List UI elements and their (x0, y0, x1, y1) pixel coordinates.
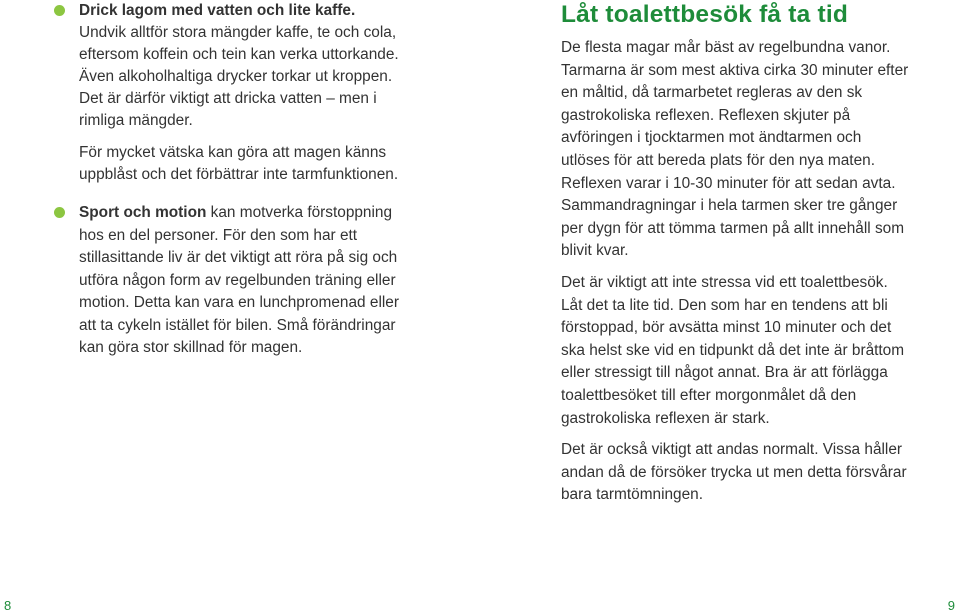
paragraph: Det är viktigt att inte stressa vid ett toalettbesök. Låt det ta lite tid. Den som har en tendens att bli förstoppad, bör avsätta minst 10 minuter och det ska helst ske vid en tidpunkt då det inte är bråttom eller stressigt till något annat. Bra är att förlägga toalettbesöket till efter morgonmålet då den gastrokoliska reflexen är stark. (561, 273, 905, 427)
item-heading: Sport och motion (79, 204, 207, 221)
page-number-right: 9 (947, 598, 955, 613)
item-body: För den som har ett stillasittande liv är det viktigt att röra på sig och utföra någon form av regelbunden träning eller motion. Detta kan vara en lunchpromenad eller att ta cykeln istället för bilen. Små förändringar kan göra stor skillnad för magen. (79, 226, 399, 356)
item-body: Undvik alltför stora mängder kaffe, te och cola, eftersom koffein och tein kan verka uttorkande. Även alkoholhaltiga drycker torkar ut kroppen. Det är därför viktigt att dricka vatten – men i rimliga mängder. (79, 24, 399, 129)
paragraph: Det är också viktigt att andas normalt. Vissa håller andan då de försöker trycka ut men detta försvårar bara tarmtömningen. (561, 441, 907, 504)
item-body: För mycket vätska kan göra att magen känns uppblåst och det förbättrar inte tarmfunktionen. (79, 144, 399, 183)
paragraph: De flesta magar mår bäst av regelbundna vanor. Tarmarna är som mest aktiva cirka 30 minuter efter en måltid, då tarmarbetet regleras av den sk gastrokoliska reflexen. Reflexen skjuter på avföringen i tjocktarmen mot ändtarmen och utlöses för att bereda plats för den nya maten. Reflexen varar i 10-30 minuter för att sedan avta. Sammandragningar i hela tarmen sker tre gånger per dygn för att tömma tarmen på allt innehåll som blivit kvar. (561, 39, 909, 260)
list-item (54, 0, 406, 186)
bullet-icon (54, 5, 65, 16)
section-title: Låt toalettbesök få ta tid (561, 1, 848, 28)
page-number-left: 8 (4, 598, 12, 613)
right-column (561, 0, 911, 507)
item-lead: kan motverka förstoppning hos en del personer. (79, 204, 393, 244)
item-heading: Drick lagom med vatten och lite kaffe. (79, 2, 356, 19)
bullet-icon (54, 207, 65, 218)
left-column (54, 0, 406, 360)
list-item (54, 202, 406, 360)
